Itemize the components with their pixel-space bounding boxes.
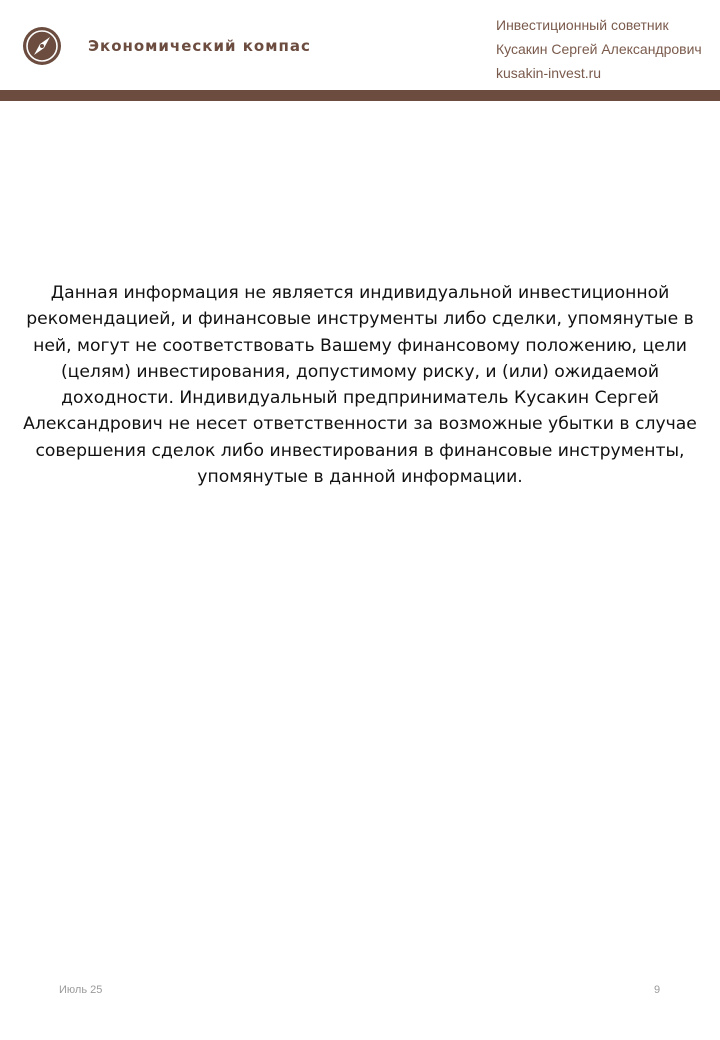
brand-name: Экономический компас [88,37,311,55]
footer-date: Июль 25 [59,984,103,996]
page-number: 9 [654,984,661,996]
advisor-role: Инвестиционный советник [496,17,669,33]
advisor-website[interactable]: kusakin-invest.ru [496,65,602,81]
advisor-name: Кусакин Сергей Александрович [496,41,702,57]
compass-icon [22,26,62,66]
header-divider-bar [0,90,720,101]
page-header [0,0,720,90]
advisor-contact [496,13,702,85]
disclaimer-text: Данная информация не является индивидуальной инвестиционной рекомендацией, и финансовые инструменты либо сделки, упомянутые в ней, могут не соответствовать Вашему финансовому положению, цели (целям) инвестирования, допустимому риску, и (или) ожидаемой доходности. Индивидуальный предприниматель Кусакин Сергей Александрович не несет ответственности за возможные убытки в случае совершения сделок либо инвестирования в финансовые инструменты, упомянутые в данной информации. [23,283,697,488]
